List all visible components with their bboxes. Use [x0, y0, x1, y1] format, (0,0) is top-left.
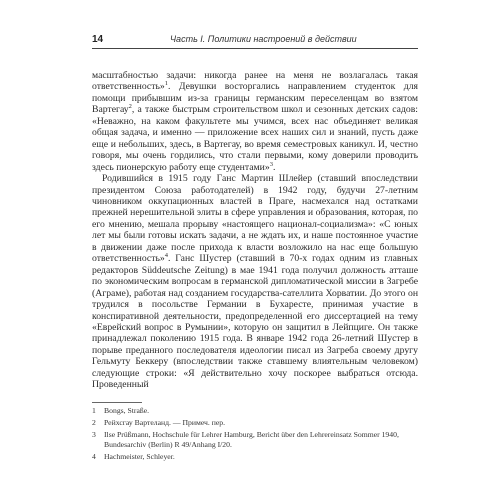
text-run: , а также быстрым строительством школ и сезонных детских садов: «Неважно, на каком факультете мы учимся, всех нас объединяет великая общая задача, и именно — приложение всех наших сил и знаний, пусть даже еще и небольших, здесь, в Вартегау, во время семестровых каникул. И, честно говоря, мы очень гордились, что стали первыми, кому доверили проводить здесь пионерскую работу еще студентами» [92, 104, 418, 173]
footnote-2 [92, 418, 418, 428]
text-run: . [272, 161, 276, 173]
text-run: Родившийся в 1915 году Ганс Мартин Шлейер (ставший впоследствии президентом Союза работодателей) в 1942 году, будучи 27-летним чиновником оккупационных властей в Праге, насмехался над остатками прежней нерешительной элиты в сфере управления и образования, которая, по его мнению, мешала прорыву «настоящего национал-социализма»: «С юных лет мы были готовы искать задачи, а не ждать их, и наше постоянное участие в движении даже после прихода к власти возложило на нас еще большую ответственность» [92, 173, 418, 265]
footnote-rule [92, 402, 142, 403]
running-title: Часть I. Политики настроений в действии [170, 34, 357, 44]
footnote-ref-2[interactable]: 2 [128, 103, 132, 111]
page-header [92, 34, 418, 45]
footnote-number: 2 [92, 418, 96, 428]
paragraph-1 [92, 70, 418, 173]
page-number: 14 [92, 34, 104, 45]
paragraph-2 [92, 173, 418, 391]
footnote-ref-3[interactable]: 3 [269, 160, 273, 168]
text-run: масштабностью задачи: никогда ранее на меня не возлагалась такая ответственность» [92, 70, 418, 93]
footnote-ref-4[interactable]: 4 [164, 252, 168, 260]
main-text [92, 70, 418, 391]
footnote-4 [92, 452, 418, 462]
footnote-text: Bongs, Straße. [104, 406, 150, 415]
footnotes [92, 406, 418, 464]
footnote-3 [92, 430, 418, 449]
text-run: . Ганс Шустер (ставший в 70-х годах одним из главных редакторов Süddeutsche Zeitung) в мае 1941 года получил должность атташе по экономическим вопросам в германской дипломатической миссии в Загребе (Аграме), работая над созданием государства-сателлита Хорватии. До этого он трудился в посольстве Германии в Бухаресте, принимая участие в конспиративной деятельности, предопределенной его диссертацией на тему «Еврейский вопрос в Румынии», которую он защитил в Лейпциге. Он также принадлежал поколению 1915 года. В январе 1942 года 26-летний Шустер в порыве преданного последователя идеологии писал из Загреба своему другу Гельмуту Беккеру (впоследствии также ставшему влиятельным человеком) следующие строки: «Я действительно хочу поскорее выбраться отсюда. Проведенный [92, 253, 418, 391]
footnote-number: 4 [92, 451, 96, 461]
footnote-number: 3 [92, 430, 96, 440]
footnote-ref-1[interactable]: 1 [164, 80, 168, 88]
footnote-text: Рейхсгау Вартеланд. — Примеч. пер. [104, 418, 226, 428]
text-run: . Девушки восторгались направлением студенток для помощи прибывшим из-за границы германским переселенцам во взятом Вартегау [92, 81, 418, 116]
header-rule [92, 48, 418, 49]
footnote-number: 1 [92, 406, 96, 415]
footnote-text: Hachmeister, Schleyer. [104, 451, 175, 461]
footnote-text: Ilse Prüßmann, Hochschule für Lehrer Hamburg, Bericht über den Lehrereinsatz Sommer 1940, Bundesarchiv (Berlin) R 49/Anhang I/20. [104, 430, 399, 449]
footnote-1 [92, 406, 418, 416]
